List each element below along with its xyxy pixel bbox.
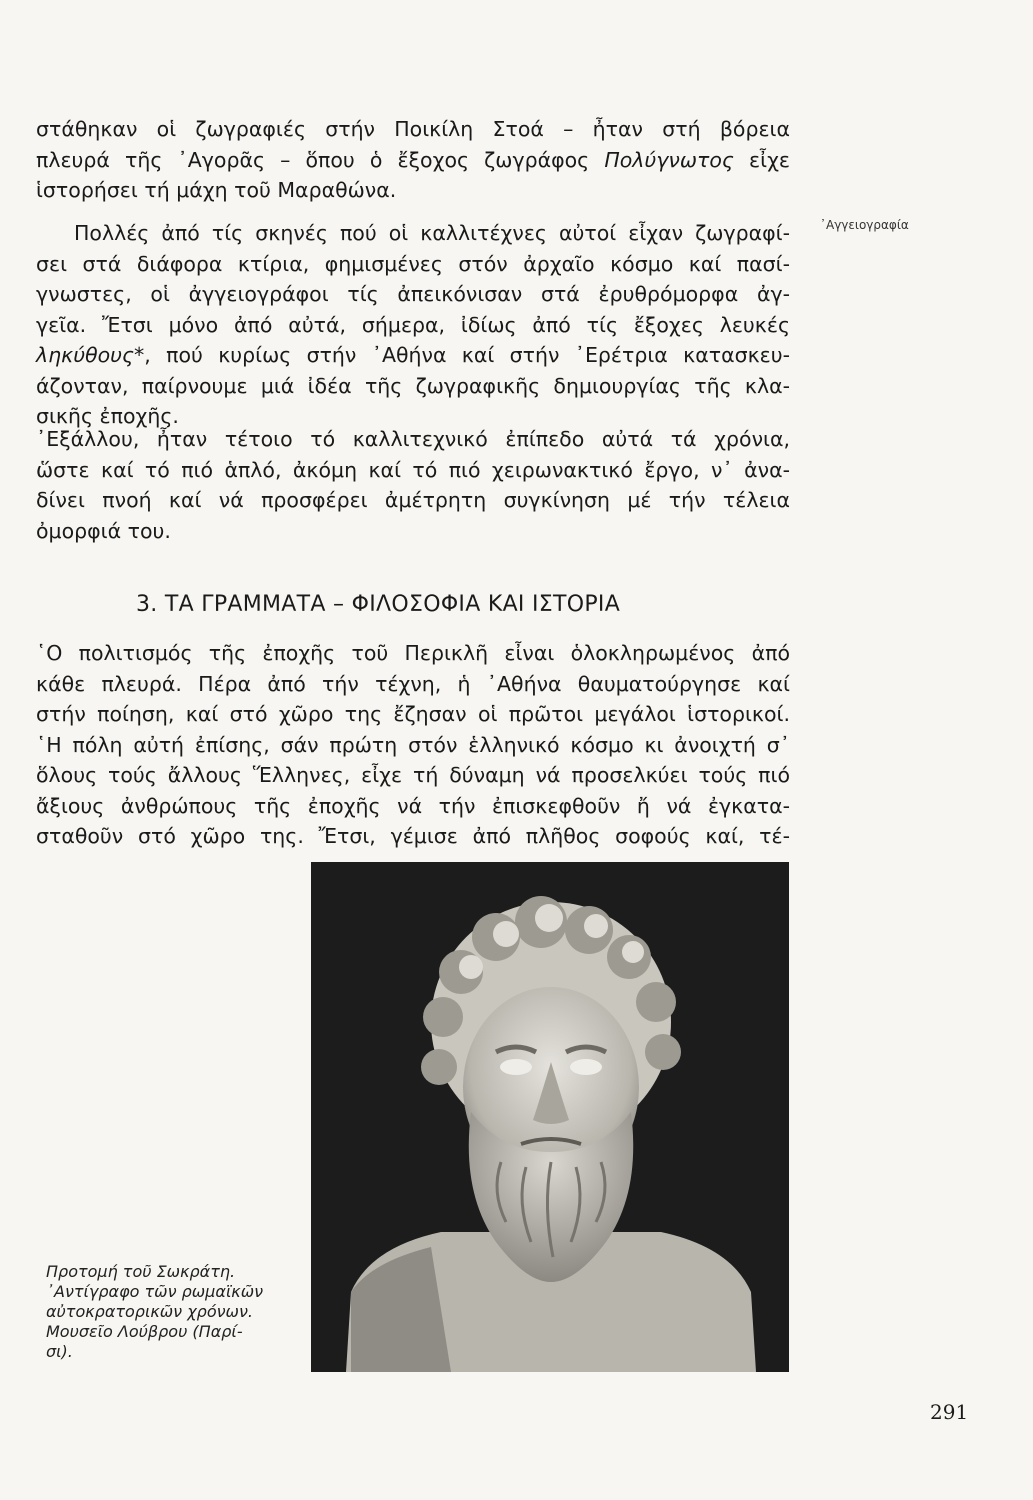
text-line <box>36 145 790 176</box>
text-line <box>36 340 790 371</box>
text-line: ὀμορφιά του. <box>36 518 171 543</box>
text-line: σταθοῦν στό χῶρο της. Ἔτσι, γέμισε ἀπό πλῆθος σοφούς καί, τέ- <box>36 824 790 848</box>
text-segment: εἶχε <box>733 147 790 172</box>
caption-line: Προτομή τοῦ Σωκράτη. <box>46 1262 236 1281</box>
text-line: ᾿Εξάλλου, ἦταν τέτοιο τό καλλιτεχνικό ἐπίπεδο αὐτά τά χρόνια, <box>36 427 790 451</box>
page-number: 291 <box>930 1400 969 1424</box>
text-line: γεῖα. Ἔτσι μόνο ἀπό αὐτά, σήμερα, ἰδίως ἀπό τίς ἔξοχες λευκές <box>36 312 790 337</box>
text-line: άζονταν, παίρνουμε μιά ἰδέα τῆς ζωγραφικῆς δημιουργίας τῆς κλα- <box>36 373 790 398</box>
text-line: δίνει πνοή καί νά προσφέρει ἀμέτρητη συγκίνηση μέ τήν τέλεια <box>36 488 790 512</box>
italic-term: Πολύγνωτος <box>604 147 734 172</box>
text-line: στάθηκαν οἱ ζωγραφιές στήν Ποικίλη Στοά – ἦταν στή βόρεια <box>36 117 790 141</box>
bust-illustration <box>311 862 789 1372</box>
text-line: στήν ποίηση, καί στό χῶρο της ἔζησαν οἱ πρῶτοι μεγάλοι ἱστορικοί. <box>36 702 790 726</box>
text-line: ἄξιους ἀνθρώπους τῆς ἐποχῆς νά τήν ἐπισκεφθοῦν ἤ νά ἐγκατα- <box>36 793 790 818</box>
text-line: Πολλές ἀπό τίς σκηνές πού οἱ καλλιτέχνες αὐτοί εἶχαν ζωγραφί- <box>74 221 790 245</box>
text-line: σει στά διάφορα κτίρια, φημισμένες στόν ἀρχαῖο κόσμο καί πασί- <box>36 251 790 276</box>
marginal-note: ᾿Αγγειογραφία <box>820 218 909 232</box>
paragraph-1 <box>36 114 790 206</box>
socrates-bust-photo <box>311 862 789 1372</box>
caption-line: σι). <box>46 1342 73 1361</box>
caption-line: ᾿Αντίγραφο τῶν ρωμαϊκῶν <box>46 1282 264 1301</box>
paragraph-3 <box>36 424 790 546</box>
paragraph-4 <box>36 638 790 852</box>
text-segment: , πού κυρίως στήν ᾿Αθήνα καί στήν ᾿Ερέτρια κατασκευ- <box>144 343 790 367</box>
photo-caption <box>46 1262 296 1362</box>
text-line: σικῆς ἐποχῆς. <box>36 404 179 428</box>
text-line: ἱστορήσει τή μάχη τοῦ Μαραθώνα. <box>36 178 397 202</box>
caption-line: αὐτοκρατορικῶν χρόνων. <box>46 1302 253 1321</box>
paragraph-2 <box>36 218 790 432</box>
text-line: ὥστε καί τό πιό ἁπλό, ἀκόμη καί τό πιό χειρωνακτικό ἔργο, ν᾿ ἀνα- <box>36 457 790 482</box>
section-heading: 3. ΤΑ ΓΡΑΜΜΑΤΑ – ΦΙΛΟΣΟΦΙΑ ΚΑΙ ΙΣΤΟΡΙΑ <box>136 592 621 617</box>
text-segment: πλευρά τῆς ᾿Αγορᾶς – ὅπου ὁ ἔξοχος ζωγράφος <box>36 147 605 172</box>
text-line: κάθε πλευρά. Πέρα ἀπό τήν τέχνη, ἡ ᾿Αθήνα θαυματούργησε καί <box>36 671 790 696</box>
caption-line: Μουσεῖο Λούβρου (Παρί- <box>46 1322 243 1341</box>
text-line: ῾Ο πολιτισμός τῆς ἐποχῆς τοῦ Περικλῆ εἶναι ὁλοκληρωμένος ἀπό <box>36 641 790 665</box>
text-line: ὅλους τούς ἄλλους Ἕλληνες, εἶχε τή δύναμη νά προσελκύει τούς πιό <box>36 763 790 787</box>
text-line: ῾Η πόλη αὐτή ἐπίσης, σάν πρώτη στόν ἑλληνικό κόσμο κι ἀνοιχτή σ᾿ <box>36 732 790 757</box>
text-line: γνωστες, οἱ ἀγγειογράφοι τίς ἀπεικόνισαν στά ἐρυθρόμορφα ἀγ- <box>36 282 790 306</box>
italic-term: ληκύθους* <box>36 343 145 367</box>
